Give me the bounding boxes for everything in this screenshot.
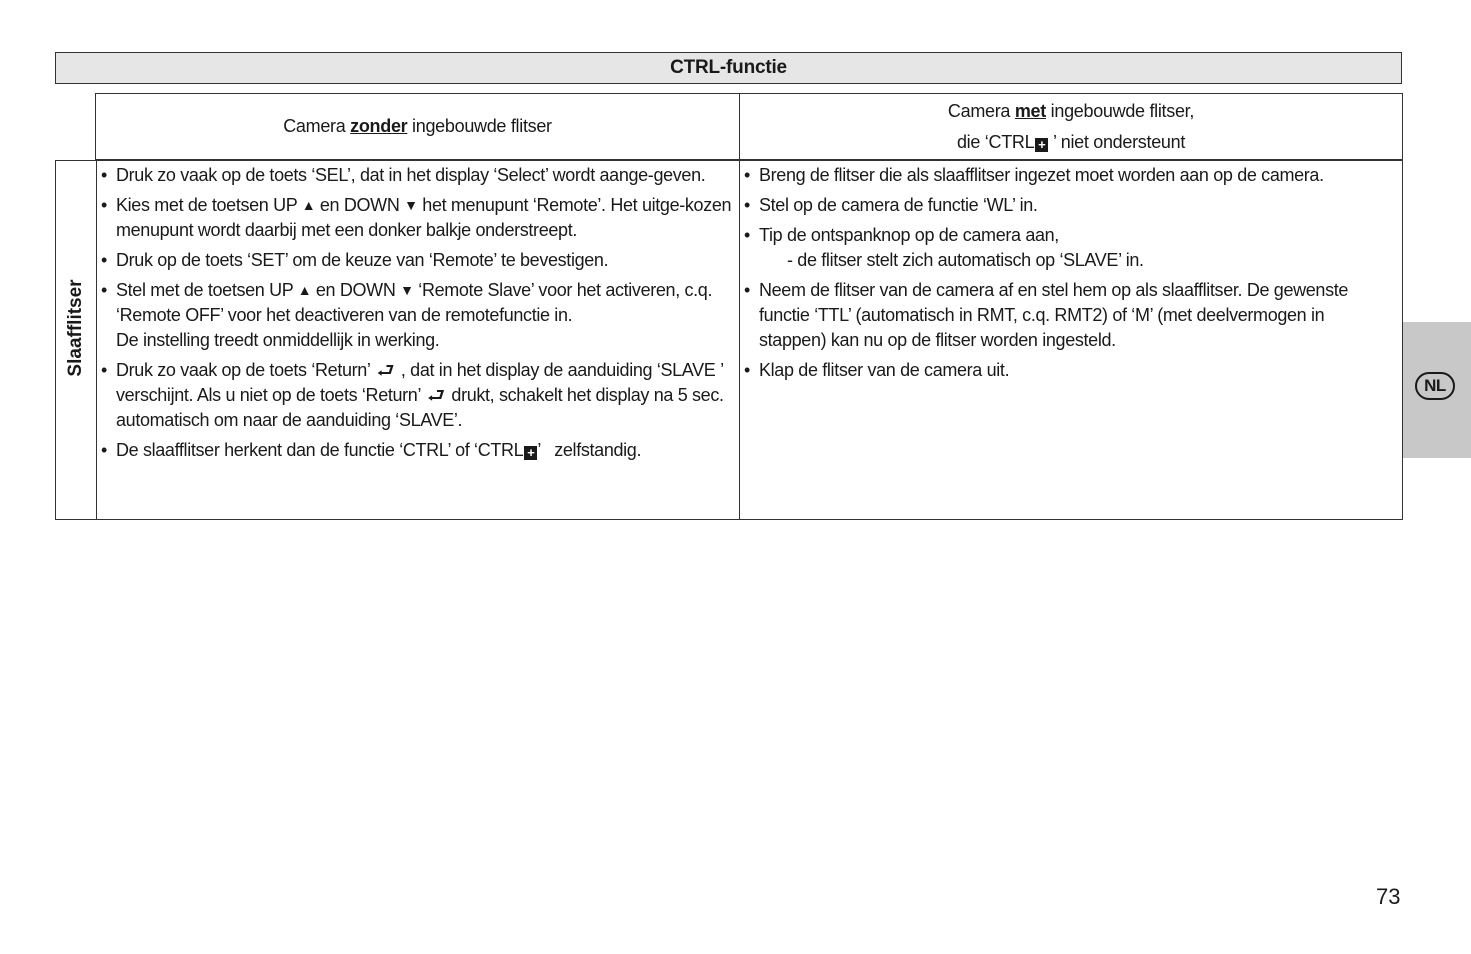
list-item: • Stel met de toetsen UP ▲ en DOWN ▼ ‘Remote Slave’ voor het activeren, c.q. ‘Remote OFF’ voor het deactiveren van de remotefunctie in. De instelling treedt onmiddellijk in werking. bbox=[100, 278, 733, 353]
list-item: • Tip de ontspanknop op de camera aan, - de flitser stelt zich automatisch op ‘SLAVE’ in. bbox=[743, 223, 1396, 273]
down-arrow-icon: ▼ bbox=[404, 197, 418, 213]
list-item: • De slaafflitser herkent dan de functie ‘CTRL’ of ‘CTRL + ’ zelfstandig. bbox=[100, 438, 733, 463]
return-icon: ⮐ bbox=[427, 385, 445, 407]
return-icon: ⮐ bbox=[376, 360, 395, 382]
list-item: • Breng de flitser die als slaafflitser ingezet moet worden aan op de camera. bbox=[743, 163, 1396, 188]
header-left-post: ingebouwde flitser bbox=[407, 116, 552, 136]
row-label-slave-flash: Slaafflitser bbox=[65, 279, 86, 377]
row-label-cell bbox=[56, 161, 97, 519]
header-right-line2-pre: die ‘CTRL bbox=[956, 131, 1035, 152]
list-item: • Klap de flitser van de camera uit. bbox=[743, 358, 1396, 383]
right-instructions bbox=[740, 161, 1402, 519]
left-instructions bbox=[97, 161, 740, 519]
header-right-line2-post: ’ niet ondersteunt bbox=[1048, 131, 1186, 152]
up-arrow-icon: ▲ bbox=[301, 197, 316, 213]
content-table bbox=[55, 160, 1403, 520]
section-title: CTRL-functie bbox=[55, 52, 1402, 84]
ctrl-plus-icon: + bbox=[524, 446, 537, 460]
header-left-pre: Camera bbox=[283, 116, 351, 136]
column-header-row bbox=[95, 93, 1403, 160]
page-number: 73 bbox=[1376, 884, 1401, 909]
header-camera-without-flash bbox=[96, 94, 740, 159]
header-camera-with-flash bbox=[740, 94, 1402, 159]
up-arrow-icon: ▲ bbox=[297, 282, 312, 298]
header-left-emph: zonder bbox=[350, 116, 408, 136]
list-item: • Druk zo vaak op de toets ‘SEL’, dat in het display ‘Select’ wordt aange-geven. bbox=[100, 163, 733, 188]
header-right-emph: met bbox=[1014, 100, 1046, 121]
header-right-line1-post: ingebouwde flitser, bbox=[1045, 100, 1195, 121]
list-item: • Druk zo vaak op de toets ‘Return’ ⮐ , dat in het display de aanduiding ‘SLAVE ’ verschijnt. Als u niet op de toets ‘Return’ ⮐ drukt, schakelt het display na 5 sec. automatisch om naar de aanduiding ‘SLAVE’. bbox=[100, 358, 733, 433]
down-arrow-icon: ▼ bbox=[400, 282, 414, 298]
language-badge: NL bbox=[1415, 372, 1455, 400]
list-item: • Kies met de toetsen UP ▲ en DOWN ▼ het menupunt ‘Remote’. Het uitge-kozen menupunt wordt daarbij met een donker balkje onderstreept. bbox=[100, 193, 733, 243]
list-item: • Neem de flitser van de camera af en stel hem op als slaafflitser. De gewenste functie ‘TTL’ (automatisch in RMT, c.q. RMT2) of ‘M’ (met deelvermogen in stappen) kan nu op de flitser worden ingesteld. bbox=[743, 278, 1396, 353]
list-item: • Stel op de camera de functie ‘WL’ in. bbox=[743, 193, 1396, 218]
header-right-line1-pre: Camera bbox=[947, 100, 1015, 121]
sub-note: - de flitser stelt zich automatisch op ‘SLAVE’ in. bbox=[787, 250, 1144, 270]
ctrl-plus-icon: + bbox=[1035, 138, 1048, 152]
list-item: • Druk op de toets ‘SET’ om de keuze van ‘Remote’ te bevestigen. bbox=[100, 248, 733, 273]
language-tab bbox=[1403, 322, 1471, 458]
